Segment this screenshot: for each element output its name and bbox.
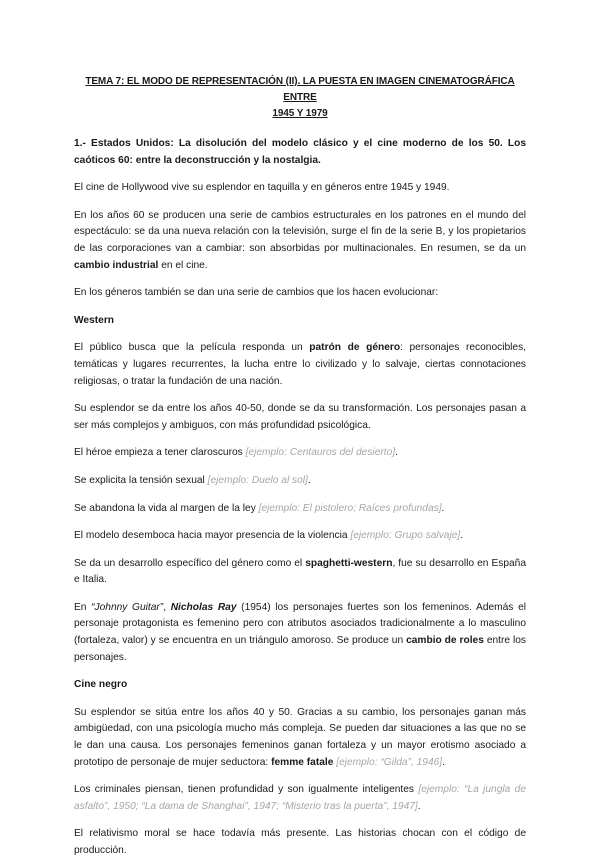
paragraph-western-splendor: Su esplendor se da entre los años 40-50, donde se da su transformación. Los personajes pasan a ser más complejos y ambiguos, con más profundidad psicológica.: [74, 403, 526, 431]
paragraph-genres: En los géneros también se dan una serie de cambios que los hacen evolucionar:: [74, 287, 439, 299]
paragraph-hollywood: El cine de Hollywood vive su esplendor en taquilla y en géneros entre 1945 y 1949.: [74, 182, 450, 194]
bold-term: femme fatale: [271, 756, 334, 768]
bold-term: cambio industrial: [74, 259, 159, 271]
subheading-western: Western: [74, 314, 115, 326]
paragraph-negro-splendor: Su esplendor se sitúa entre los años 40 y 50. Gracias a su cambio, los personajes ganan más ambigüedad, con una psicología mucho más compleja. Se pueden dar situaciones a las que no se le dan una causa. Los personajes femeninos ganan fortaleza y un mayor erotismo asociado a prototipo de personaje de mujer seductora: femme fatale [ejemplo: “Gilda”, 1946].: [74, 706, 526, 768]
paragraph-negro-criminals: Los criminales piensan, tienen profundidad y son igualmente inteligentes [ejemplo: “La jungla de asfalto”, 1950; “La dama de Shanghai”, 1947; “Misterio tras la puerta”, 1947].: [74, 784, 526, 812]
paragraph-sixties: En los años 60 se producen una serie de cambios estructurales en los patrones en el mundo del espectáculo: se da una nueva relación con la televisión, surge el fin de la serie B, y los propietarios de las corporaciones van a cambiar: son absorbidas por multinacionales. En resumen, se da un cambio industrial en el cine.: [74, 209, 526, 271]
paragraph-western-tension: Se explicita la tensión sexual [ejemplo: Duelo al sol].: [74, 474, 311, 486]
document-title: [74, 74, 526, 122]
bold-term: patrón de género: [309, 342, 401, 354]
example-note: [ejemplo: “Gilda”, 1946]: [336, 756, 443, 768]
paragraph-western-pattern: El público busca que la película responda un patrón de género: personajes reconocibles, temáticas y lugares recurrentes, la lucha entre lo civilizado y lo salvaje, ciertas connotaciones religiosas, o tratar la fundación de una nación.: [74, 342, 526, 387]
subheading-cine-negro: Cine negro: [74, 679, 128, 691]
title-line-1: TEMA 7: EL MODO DE REPRESENTACIÓN (II). LA PUESTA EN IMAGEN CINEMATOGRÁFICA ENTRE: [85, 76, 515, 103]
title-line-2: 1945 Y 1979: [272, 108, 328, 119]
paragraph-western-violence: El modelo desemboca hacia mayor presencia de la violencia [ejemplo: Grupo salvaje].: [74, 530, 464, 542]
director-name: Nicholas Ray: [170, 601, 237, 613]
example-note: [ejemplo: El pistolero; Raíces profundas]: [258, 502, 442, 514]
bold-term: spaghetti-western: [305, 557, 393, 569]
example-note: [ejemplo: “La jungla de asfalto”, 1950; “La dama de Shanghai”, 1947; “Misterio tras la puerta”, 1947]: [74, 784, 526, 812]
document-page: [74, 74, 526, 860]
paragraph-johnny-guitar: En “Johnny Guitar”, Nicholas Ray (1954) los personajes fuertes son los femeninos. Además el personaje protagonista es femenino pero con atributos asociados tradicionalmente a lo masculino (fortaleza, valor) y se encuentra en un triángulo amoroso. Se produce un cambio de roles entre los personajes.: [74, 601, 527, 663]
paragraph-western-law: Se abandona la vida al margen de la ley [ejemplo: El pistolero; Raíces profundas].: [74, 502, 445, 514]
paragraph-western-hero: El héroe empieza a tener claroscuros [ejemplo: Centauros del desierto].: [74, 447, 398, 459]
example-note: [ejemplo: Duelo al sol]: [207, 474, 308, 486]
example-note: [ejemplo: Grupo salvaje]: [350, 530, 461, 542]
bold-term: cambio de roles: [406, 635, 484, 647]
film-title: “Johnny Guitar”: [91, 601, 164, 613]
example-note: [ejemplo: Centauros del desierto]: [245, 447, 396, 459]
paragraph-spaghetti-western: Se da un desarrollo específico del género como el spaghetti-western, fue su desarrollo en España e Italia.: [74, 557, 527, 586]
section-heading: 1.- Estados Unidos: La disolución del modelo clásico y el cine moderno de los 50. Los caóticos 60: entre la deconstrucción y la nostalgia.: [74, 138, 526, 166]
paragraph-negro-relativism: El relativismo moral se hace todavía más presente. Las historias chocan con el código de producción.: [74, 828, 526, 856]
